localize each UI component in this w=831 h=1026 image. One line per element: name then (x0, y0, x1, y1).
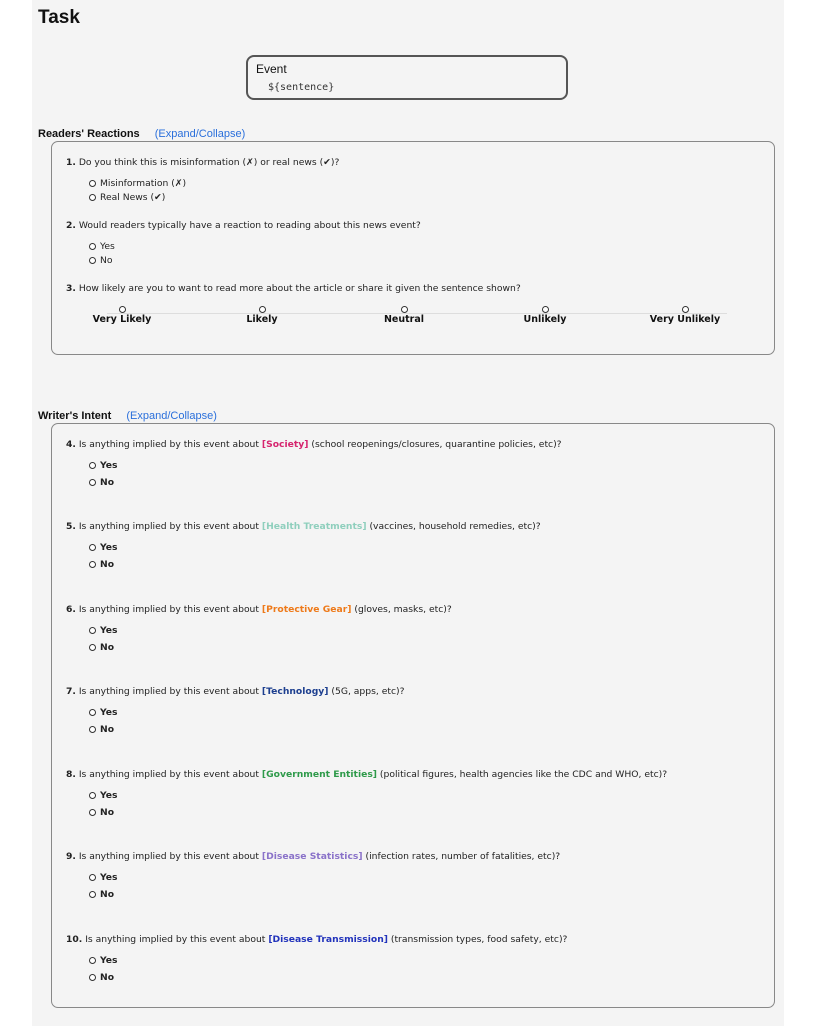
option-label: Real News (✔) (100, 192, 166, 203)
question-5 (66, 521, 541, 532)
event-label: Event (256, 62, 287, 76)
writers-intent-title: Writer's Intent (38, 410, 112, 422)
question-number: 6. (66, 604, 76, 615)
scale-label: Neutral (383, 314, 425, 325)
scale-label: Unlikely (523, 314, 567, 325)
category-tag: [Disease Statistics] (261, 851, 363, 862)
radio-icon[interactable] (89, 194, 96, 201)
q5-option-yes[interactable] (89, 542, 118, 553)
question-number: 8. (66, 769, 76, 780)
question-prefix: Is anything implied by this event about (78, 604, 259, 615)
question-3 (66, 283, 521, 294)
option-label: Yes (100, 707, 118, 718)
q5-option-no[interactable] (89, 559, 114, 570)
question-number: 9. (66, 851, 76, 862)
question-number: 1. (66, 157, 76, 168)
category-detail: (gloves, masks, etc)? (354, 604, 452, 615)
option-label: Yes (100, 625, 118, 636)
q4-option-no[interactable] (89, 477, 114, 488)
category-detail: (transmission types, food safety, etc)? (390, 934, 568, 945)
scale-label: Very Unlikely (649, 314, 721, 325)
question-number: 3. (66, 283, 76, 294)
option-label: No (100, 724, 115, 735)
option-label: No (100, 477, 115, 488)
option-label: No (100, 807, 115, 818)
q9-option-yes[interactable] (89, 872, 118, 883)
question-prefix: Is anything implied by this event about (78, 439, 259, 450)
question-10 (66, 934, 567, 945)
scale-very-unlikely[interactable] (630, 306, 740, 325)
readers-reactions-panel (51, 141, 775, 355)
option-label: Yes (100, 460, 118, 471)
option-label: No (100, 642, 115, 653)
option-label: No (100, 255, 113, 266)
radio-icon[interactable] (89, 180, 96, 187)
q10-option-yes[interactable] (89, 955, 118, 966)
option-label: No (100, 559, 115, 570)
q9-option-no[interactable] (89, 889, 114, 900)
q2-option-no[interactable] (89, 255, 113, 266)
radio-icon[interactable] (89, 243, 96, 250)
radio-icon[interactable] (89, 974, 96, 981)
radio-icon[interactable] (89, 891, 96, 898)
category-detail: (vaccines, household remedies, etc)? (369, 521, 541, 532)
question-number: 2. (66, 220, 76, 231)
question-number: 10. (66, 934, 83, 945)
readers-reactions-title: Readers' Reactions (38, 128, 140, 140)
radio-icon[interactable] (89, 874, 96, 881)
option-label: Yes (100, 872, 118, 883)
radio-icon[interactable] (89, 809, 96, 816)
option-label: Misinformation (✗) (100, 178, 187, 189)
event-box (246, 55, 568, 100)
question-prefix: Is anything implied by this event about (78, 686, 259, 697)
question-6 (66, 604, 452, 615)
radio-icon[interactable] (542, 306, 549, 313)
question-number: 7. (66, 686, 76, 697)
question-prefix: Is anything implied by this event about (78, 521, 259, 532)
category-tag: [Disease Transmission] (268, 934, 388, 945)
question-text: How likely are you to want to read more about the article or share it given the sentence shown? (78, 283, 521, 294)
q6-option-yes[interactable] (89, 625, 118, 636)
question-number: 4. (66, 439, 76, 450)
scale-very-likely[interactable] (67, 306, 177, 325)
readers-expand-collapse-link[interactable]: (Expand/Collapse) (154, 128, 246, 140)
question-text: Do you think this is misinformation (✗) or real news (✔)? (78, 157, 340, 168)
question-prefix: Is anything implied by this event about (85, 934, 266, 945)
category-detail: (political figures, health agencies like the CDC and WHO, etc)? (379, 769, 668, 780)
radio-icon[interactable] (89, 792, 96, 799)
radio-icon[interactable] (89, 462, 96, 469)
radio-icon[interactable] (401, 306, 408, 313)
scale-label: Very Likely (92, 314, 152, 325)
option-label: Yes (100, 542, 118, 553)
radio-icon[interactable] (89, 561, 96, 568)
page-title: Task (38, 7, 80, 28)
scale-likely[interactable] (207, 306, 317, 325)
writer-expand-collapse-link[interactable]: (Expand/Collapse) (126, 410, 217, 422)
radio-icon[interactable] (119, 306, 126, 313)
radio-icon[interactable] (89, 627, 96, 634)
category-tag: [Protective Gear] (261, 604, 352, 615)
question-prefix: Is anything implied by this event about (78, 769, 259, 780)
scale-neutral[interactable] (349, 306, 459, 325)
q7-option-yes[interactable] (89, 707, 118, 718)
scale-label: Likely (246, 314, 278, 325)
question-2 (66, 220, 421, 231)
question-1 (66, 157, 339, 168)
event-sentence: ${sentence} (268, 82, 335, 93)
radio-icon[interactable] (89, 644, 96, 651)
q10-option-no[interactable] (89, 972, 114, 983)
question-9 (66, 851, 560, 862)
q2-option-yes[interactable] (89, 241, 115, 252)
category-detail: (infection rates, number of fatalities, etc)? (365, 851, 561, 862)
option-label: Yes (100, 241, 115, 252)
option-label: Yes (100, 955, 118, 966)
q4-option-yes[interactable] (89, 460, 118, 471)
readers-reactions-heading (38, 128, 245, 140)
radio-icon[interactable] (89, 709, 96, 716)
option-label: No (100, 972, 115, 983)
radio-icon[interactable] (259, 306, 266, 313)
q8-option-yes[interactable] (89, 790, 118, 801)
q1-option-real-news[interactable] (89, 192, 165, 203)
radio-icon[interactable] (89, 957, 96, 964)
radio-icon[interactable] (89, 479, 96, 486)
category-detail: (5G, apps, etc)? (331, 686, 405, 697)
question-7 (66, 686, 404, 697)
q7-option-no[interactable] (89, 724, 114, 735)
category-tag: [Society] (261, 439, 309, 450)
writers-intent-heading (38, 410, 217, 422)
q6-option-no[interactable] (89, 642, 114, 653)
q8-option-no[interactable] (89, 807, 114, 818)
question-4 (66, 439, 562, 450)
writers-intent-panel (51, 423, 775, 1008)
question-text: Would readers typically have a reaction to reading about this news event? (78, 220, 421, 231)
scale-unlikely[interactable] (490, 306, 600, 325)
category-detail: (school reopenings/closures, quarantine policies, etc)? (311, 439, 562, 450)
category-tag: [Technology] (261, 686, 329, 697)
question-prefix: Is anything implied by this event about (78, 851, 259, 862)
option-label: No (100, 889, 115, 900)
question-number: 5. (66, 521, 76, 532)
question-8 (66, 769, 667, 780)
q1-option-misinformation[interactable] (89, 178, 186, 189)
category-tag: [Government Entities] (261, 769, 377, 780)
radio-icon[interactable] (89, 544, 96, 551)
radio-icon[interactable] (89, 257, 96, 264)
option-label: Yes (100, 790, 118, 801)
radio-icon[interactable] (682, 306, 689, 313)
category-tag: [Health Treatments] (261, 521, 367, 532)
radio-icon[interactable] (89, 726, 96, 733)
